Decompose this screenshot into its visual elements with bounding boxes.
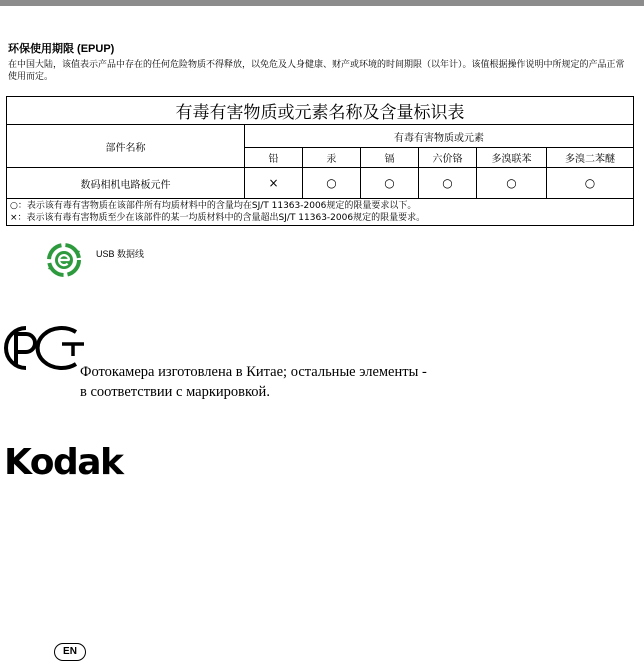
- substance-mark: ○: [477, 168, 547, 199]
- substance-header: 多溴二苯醚: [547, 148, 634, 168]
- substance-header: 镉: [361, 148, 419, 168]
- table-legend: [7, 199, 634, 226]
- substance-mark: ○: [419, 168, 477, 199]
- epup-e-recycle-icon: [46, 242, 82, 278]
- legend-line-cross: ×：表示该有毒有害物质至少在该部件的某一均质材料中的含量超出SJ/T 11363-2006规定的限量要求。: [10, 213, 426, 223]
- component-header: 部件名称: [7, 125, 245, 168]
- substance-group-header: 有毒有害物质或元素: [245, 125, 634, 148]
- table-caption: 有毒有害物质或元素名称及含量标识表: [7, 97, 634, 125]
- gost-pct-certification-icon: [2, 322, 88, 374]
- legend-line-circle: ○：表示该有毒有害物质在该部件所有均质材料中的含量均在SJ/T 11363-2006规定的限量要求以下。: [10, 201, 417, 211]
- russian-statement-line: Фотокамера изготовлена в Китае; остальные элементы -: [80, 364, 427, 380]
- substance-header: 汞: [303, 148, 361, 168]
- epup-logo-label: USB 数据线: [96, 249, 145, 259]
- epup-description: 在中国大陆，该值表示产品中存在的任何危险物质不得释放，以免危及人身健康、财产或环境的时间期限（以年计）。该值根据操作说明中所规定的产品正常使用而定。: [8, 59, 625, 81]
- epup-title: 环保使用期限 (EPUP): [8, 43, 115, 55]
- hazardous-substances-table: [6, 96, 634, 226]
- header-rule: [0, 0, 644, 6]
- substance-mark: ○: [361, 168, 419, 199]
- substance-header: 铅: [245, 148, 303, 168]
- russian-origin-statement: [80, 362, 427, 402]
- substance-mark: ×: [245, 168, 303, 199]
- language-badge: EN: [54, 643, 86, 661]
- substance-header: 六价铬: [419, 148, 477, 168]
- russian-statement-line: в соответствии с маркировкой.: [80, 384, 270, 400]
- component-name: 数码相机电路板元件: [7, 168, 245, 199]
- kodak-logo: Kodak: [4, 442, 123, 483]
- substance-header: 多溴联苯: [477, 148, 547, 168]
- substance-mark: ○: [303, 168, 361, 199]
- substance-mark: ○: [547, 168, 634, 199]
- table-row: [7, 168, 634, 199]
